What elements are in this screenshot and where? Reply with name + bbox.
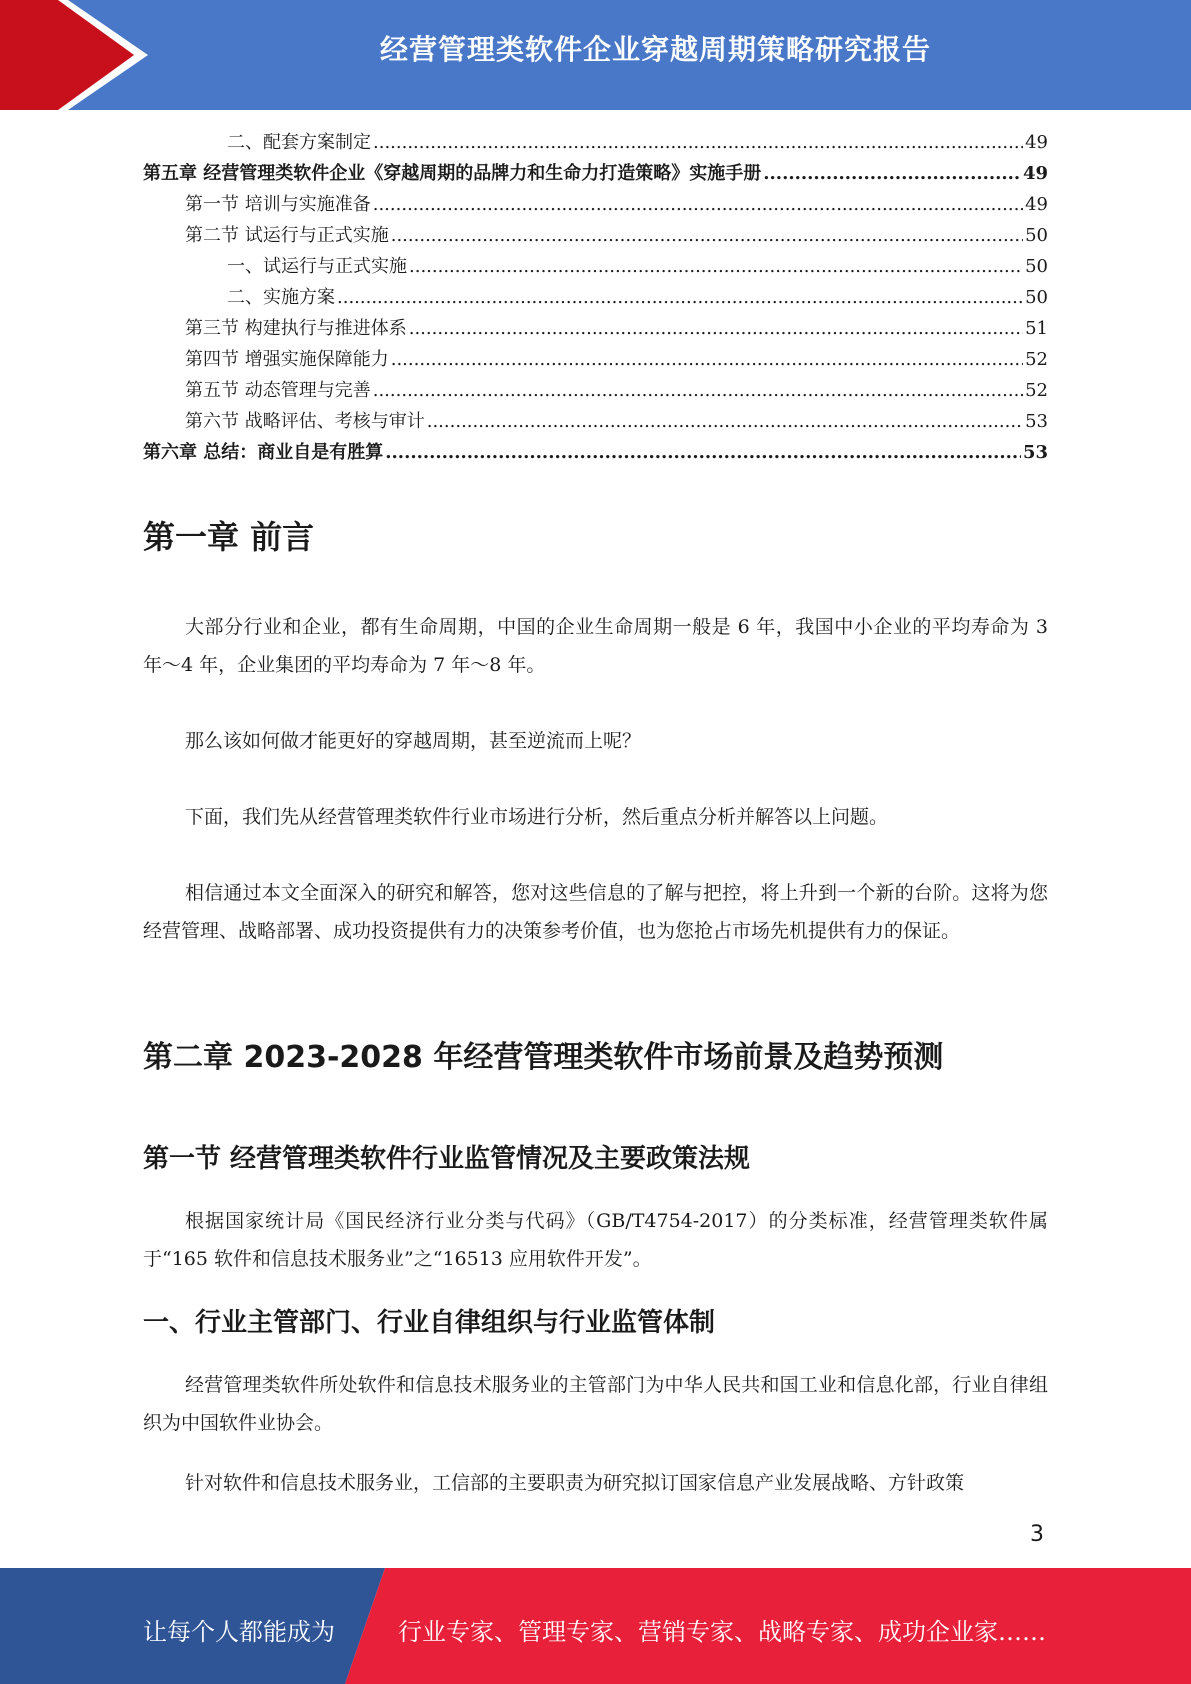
toc-entry-page: 52 bbox=[1025, 380, 1048, 401]
toc-entry-page: 50 bbox=[1025, 225, 1048, 246]
toc-entry-label: 二、实施方案 bbox=[227, 287, 335, 308]
toc-entry-label: 第五章 经营管理类软件企业《穿越周期的品牌力和生命力打造策略》实施手册 bbox=[143, 163, 762, 184]
toc-leader-dots bbox=[373, 132, 1023, 153]
toc-entry[interactable] bbox=[143, 252, 1048, 283]
section-1-title: 第一节 经营管理类软件行业监管情况及主要政策法规 bbox=[143, 1144, 751, 1174]
toc-leader-dots bbox=[337, 287, 1023, 308]
toc-entry-page: 49 bbox=[1022, 163, 1048, 184]
toc-entry[interactable] bbox=[143, 376, 1048, 407]
toc-entry[interactable] bbox=[143, 159, 1048, 190]
toc-leader-dots bbox=[391, 349, 1023, 370]
toc-entry-page: 51 bbox=[1025, 318, 1048, 339]
toc-entry-page: 49 bbox=[1025, 194, 1048, 215]
toc-entry-page: 52 bbox=[1025, 349, 1048, 370]
section-1-paragraph: 根据国家统计局《国民经济行业分类与代码》（GB/T4754-2017）的分类标准，经营管理类软件属于“165 软件和信息技术服务业”之“16513 应用软件开发”。 bbox=[143, 1210, 1048, 1270]
toc-leader-dots bbox=[409, 318, 1023, 339]
subsection-1-paragraph: 经营管理类软件所处软件和信息技术服务业的主管部门为中华人民共和国工业和信息化部，行业自律组织为中国软件业协会。 bbox=[143, 1374, 1048, 1434]
chapter-2-title: 第二章 2023-2028 年经营管理类软件市场前景及趋势预测 bbox=[143, 1040, 944, 1075]
toc-entry-label: 第五节 动态管理与完善 bbox=[185, 380, 371, 401]
toc-entry-label: 一、试运行与正式实施 bbox=[227, 256, 407, 277]
page-footer bbox=[0, 1568, 1191, 1684]
toc-leader-dots bbox=[373, 380, 1023, 401]
toc-entry[interactable] bbox=[143, 407, 1048, 438]
page-header bbox=[0, 0, 1191, 110]
chapter-1-paragraph: 大部分行业和企业，都有生命周期，中国的企业生命周期一般是 6 年，我国中小企业的平均寿命为 3 年～4 年，企业集团的平均寿命为 7 年～8 年。 bbox=[143, 616, 1048, 676]
report-title: 经营管理类软件企业穿越周期策略研究报告 bbox=[379, 33, 931, 66]
table-of-contents bbox=[143, 128, 1048, 469]
page-number: 3 bbox=[1030, 1522, 1044, 1547]
toc-entry[interactable] bbox=[143, 345, 1048, 376]
toc-entry-page: 53 bbox=[1022, 442, 1048, 463]
toc-entry-label: 第六节 战略评估、考核与审计 bbox=[185, 411, 425, 432]
toc-entry-label: 第六章 总结：商业自是有胜算 bbox=[143, 442, 384, 463]
toc-leader-dots bbox=[391, 225, 1023, 246]
toc-entry-page: 50 bbox=[1025, 256, 1048, 277]
toc-entry[interactable] bbox=[143, 190, 1048, 221]
toc-entry[interactable] bbox=[143, 438, 1048, 469]
chapter-1-title: 第一章 前言 bbox=[143, 518, 315, 556]
toc-entry-label: 二、配套方案制定 bbox=[227, 132, 371, 153]
toc-entry[interactable] bbox=[143, 128, 1048, 159]
subsection-1-paragraph: 针对软件和信息技术服务业，工信部的主要职责为研究拟订国家信息产业发展战略、方针政策 bbox=[185, 1472, 965, 1494]
chapter-1-paragraph: 下面，我们先从经营管理类软件行业市场进行分析，然后重点分析并解答以上问题。 bbox=[185, 806, 889, 828]
toc-leader-dots bbox=[373, 194, 1023, 215]
toc-leader-dots bbox=[409, 256, 1023, 277]
footer-slogan-left: 让每个人都能成为 bbox=[143, 1618, 335, 1646]
toc-leader-dots bbox=[763, 163, 1021, 184]
chapter-1-paragraph: 相信通过本文全面深入的研究和解答，您对这些信息的了解与把控，将上升到一个新的台阶。这将为您经营管理、战略部署、成功投资提供有力的决策参考价值，也为您抢占市场先机提供有力的保证。 bbox=[143, 882, 1048, 942]
chapter-1-paragraph: 那么该如何做才能更好的穿越周期，甚至逆流而上呢？ bbox=[185, 730, 642, 752]
toc-entry-page: 49 bbox=[1025, 132, 1048, 153]
toc-leader-dots bbox=[385, 442, 1021, 463]
subsection-1-title: 一、行业主管部门、行业自律组织与行业监管体制 bbox=[143, 1308, 716, 1338]
header-arrow-graphic bbox=[0, 0, 160, 110]
toc-entry-label: 第三节 构建执行与推进体系 bbox=[185, 318, 407, 339]
toc-entry-page: 53 bbox=[1025, 411, 1048, 432]
toc-entry-label: 第二节 试运行与正式实施 bbox=[185, 225, 389, 246]
footer-slogan-right: 行业专家、管理专家、营销专家、战略专家、成功企业家…… bbox=[398, 1618, 1046, 1646]
toc-leader-dots bbox=[427, 411, 1023, 432]
toc-entry[interactable] bbox=[143, 221, 1048, 252]
toc-entry-page: 50 bbox=[1025, 287, 1048, 308]
toc-entry[interactable] bbox=[143, 283, 1048, 314]
toc-entry[interactable] bbox=[143, 314, 1048, 345]
toc-entry-label: 第四节 增强实施保障能力 bbox=[185, 349, 389, 370]
toc-entry-label: 第一节 培训与实施准备 bbox=[185, 194, 371, 215]
